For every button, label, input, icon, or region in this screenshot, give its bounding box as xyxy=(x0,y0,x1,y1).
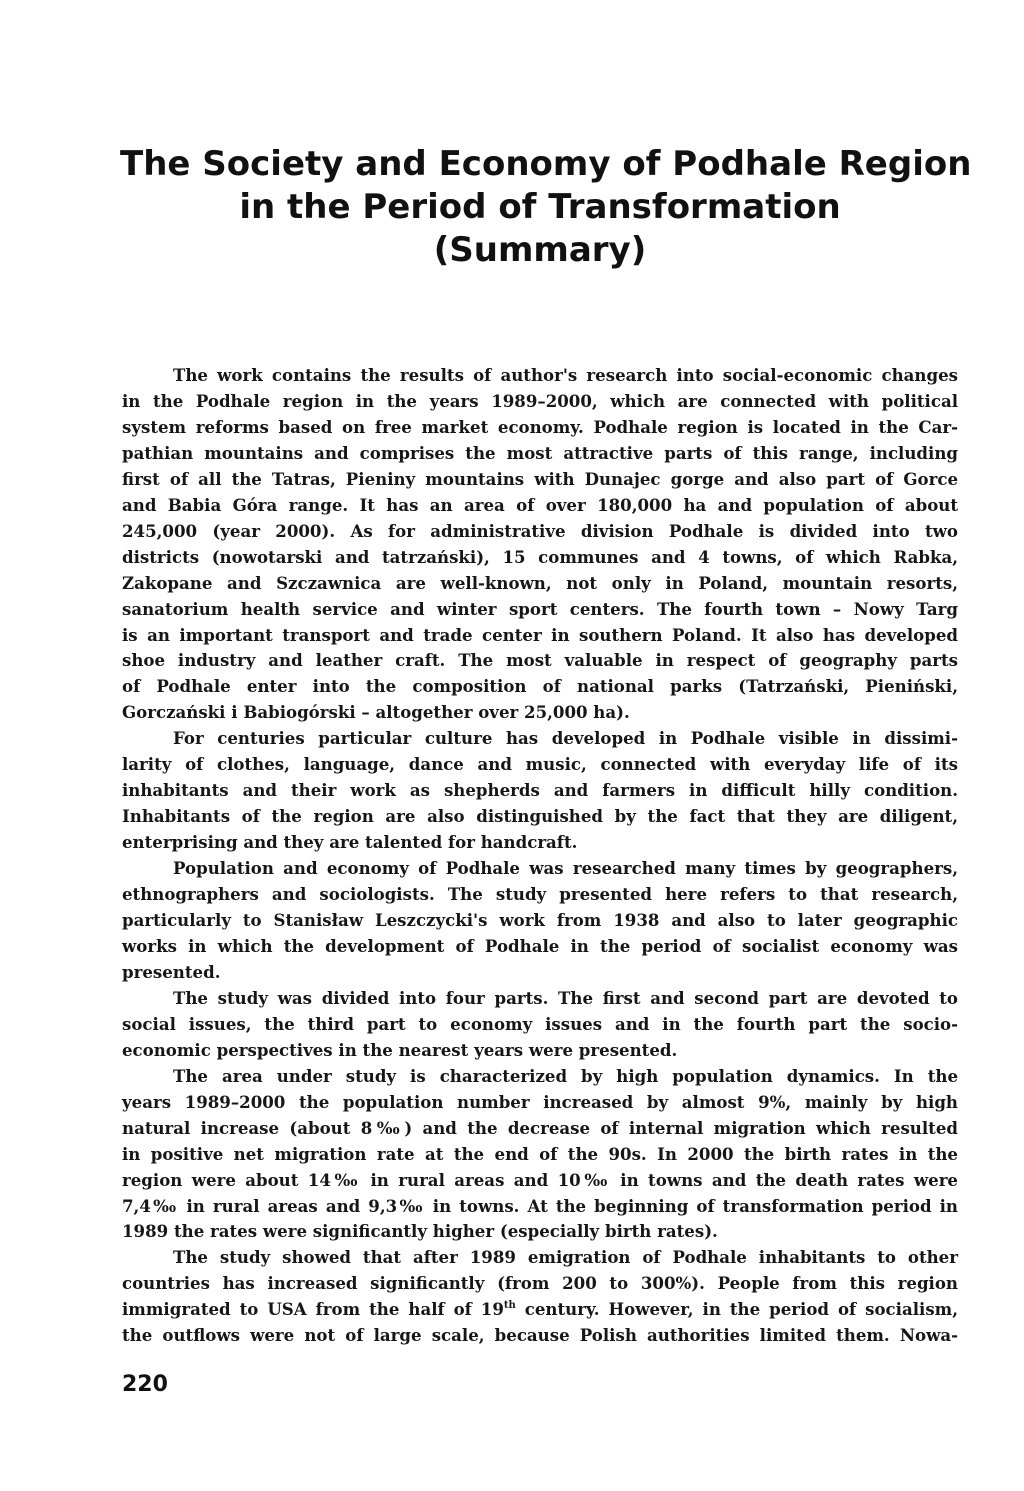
text-line: presented. xyxy=(122,961,221,982)
text-fragment: century. However, in the period of socialism, xyxy=(515,1299,959,1320)
text-line: pathian mountains and comprises the most attractive parts of this range, including xyxy=(122,442,958,463)
text-line: particularly to Stanisław Leszczycki's work from 1938 and also to later geographic xyxy=(122,910,958,931)
text-line: in positive net migration rate at the end of the 90s. In 2000 the birth rates in the xyxy=(122,1143,958,1164)
superscript-th: th xyxy=(503,1300,516,1312)
text-line: social issues, the third part to economy issues and in the fourth part the socio- xyxy=(122,1013,958,1034)
title-line-3: (Summary) xyxy=(433,230,647,270)
text-line: of Podhale enter into the composition of national parks (Tatrzański, Pieniński, xyxy=(122,676,958,697)
text-line: natural increase (about 8‰) and the decrease of internal migration which resulted xyxy=(122,1117,958,1138)
summary-body xyxy=(122,363,958,1349)
text-line: The study showed that after 1989 emigration of Podhale inhabitants to other xyxy=(173,1247,958,1268)
paragraph-population xyxy=(122,1064,958,1246)
text-line: 245,000 (year 2000). As for administrative division Podhale is divided into two xyxy=(122,520,958,541)
text-line: Zakopane and Szczawnica are well-known, not only in Poland, mountain resorts, xyxy=(122,572,958,593)
text-line: districts (nowotarski and tatrzański), 15 communes and 4 towns, of which Rabka, xyxy=(122,546,958,567)
summary-title xyxy=(120,143,972,272)
text-line: sanatorium health service and winter sport centers. The fourth town – Nowy Targ xyxy=(122,598,958,619)
paragraph-overview xyxy=(122,363,958,726)
text-line: works in which the development of Podhale in the period of socialist economy was xyxy=(122,935,958,956)
text-line: 7,4‰ in rural areas and 9,3‰ in towns. At the beginning of transformation period in xyxy=(122,1195,958,1216)
text-line: the outflows were not of large scale, because Polish authorities limited them. Nowa- xyxy=(122,1325,958,1346)
text-line: years 1989–2000 the population number increased by almost 9%, mainly by high xyxy=(122,1091,958,1112)
paragraph-culture xyxy=(122,726,958,856)
text-line: For centuries particular culture has developed in Podhale visible in dissimi- xyxy=(173,728,958,749)
text-line: system reforms based on free market economy. Podhale region is located in the Car- xyxy=(122,416,958,437)
text-line: The area under study is characterized by high population dynamics. In the xyxy=(173,1065,958,1086)
text-line: first of all the Tatras, Pieniny mountains with Dunajec gorge and also part of Gorce xyxy=(122,468,958,489)
paragraph-structure xyxy=(122,986,958,1064)
text-line: 1989 the rates were significantly higher (especially birth rates). xyxy=(122,1221,718,1242)
text-line-superscript xyxy=(122,1297,958,1323)
paragraph-emigration xyxy=(122,1245,958,1349)
page-number: 220 xyxy=(122,1372,168,1397)
text-line: larity of clothes, language, dance and music, connected with everyday life of its xyxy=(122,754,958,775)
text-line: Gorczański i Babiogórski – altogether over 25,000 ha). xyxy=(122,702,630,723)
title-line-1: The Society and Economy of Podhale Region xyxy=(120,144,972,184)
text-line: in the Podhale region in the years 1989–2000, which are connected with political xyxy=(122,390,958,411)
text-line: Population and economy of Podhale was researched many times by geographers, xyxy=(173,858,958,879)
text-line: countries has increased significantly (from 200 to 300%). People from this region xyxy=(122,1273,958,1294)
text-line: shoe industry and leather craft. The most valuable in respect of geography parts xyxy=(122,650,958,671)
title-line-2: in the Period of Transformation xyxy=(239,187,841,227)
text-line: The study was divided into four parts. The first and second part are devoted to xyxy=(173,987,958,1008)
text-line: The work contains the results of author's research into social-economic changes xyxy=(173,365,958,385)
text-line: ethnographers and sociologists. The study presented here refers to that research, xyxy=(122,884,958,905)
text-line: region were about 14‰ in rural areas and 10‰ in towns and the death rates were xyxy=(122,1169,958,1190)
text-line: Inhabitants of the region are also distinguished by the fact that they are diligent, xyxy=(122,806,958,827)
text-line: and Babia Góra range. It has an area of over 180,000 ha and population of about xyxy=(122,494,958,515)
text-line: is an important transport and trade center in southern Poland. It also has developed xyxy=(122,624,958,645)
text-line: inhabitants and their work as shepherds and farmers in difficult hilly condition. xyxy=(122,780,958,801)
text-line: economic perspectives in the nearest years were presented. xyxy=(122,1039,678,1060)
text-line: enterprising and they are talented for handcraft. xyxy=(122,832,578,853)
paragraph-research xyxy=(122,856,958,986)
text-fragment: immigrated to USA from the half of 19 xyxy=(122,1299,504,1320)
